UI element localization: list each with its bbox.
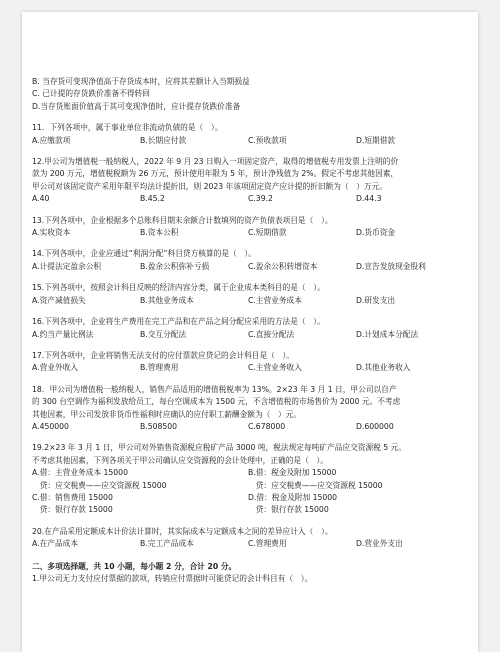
question-16 [32,316,464,341]
option-a: A.40 [32,194,50,204]
question-stem: 17.下列各项中，企业将销售无法支付的应付票款应贷记的会计科目是（ ）。 [32,350,295,360]
exam-content [32,76,464,585]
option-a: A.应缴款项 [32,135,71,145]
section-heading: 二、多项选择题，共 10 小题，每小题 2 分，合计 20 分。 [32,561,237,571]
entry-right: B.借：税金及附加 15000 [248,468,337,478]
question-stem: 1.甲公司无力支付应付票据的款项，转销应付票据时可能贷记的会计科目有（ ）。 [32,574,313,583]
question-stem: 18．甲公司为增值税一般纳税人，销售产品适用的增值税税率为 13%。2×23 年 3 月 1 日，甲公司以自产 [32,384,397,394]
journal-entry-row [32,467,464,479]
option-b: B.45.2 [140,194,165,204]
option-d: D.其他业务收入 [356,363,411,373]
option-d: D.计划成本分配法 [356,329,419,339]
option-a: A.资产减值损失 [32,295,86,305]
question-13 [32,215,464,240]
option-text: B. 当存货可变现净值高于存货成本时，应将其差额计入当期损益 [32,77,250,86]
option-text: C. 已计提的存货跌价准备不得转回 [32,89,150,99]
question-options [32,135,464,147]
entry-right: 贷：银行存款 15000 [248,505,329,515]
question-stem: 11．下列各项中，属于事业单位非流动负债的是（ ）。 [32,123,223,133]
question-options [32,295,464,307]
journal-entry-row [32,480,464,492]
option-d: D.营业外支出 [356,539,403,549]
option-d: D.600000 [356,421,394,431]
question-options [32,227,464,239]
option-c: C.主营业务成本 [248,295,302,305]
question-options [32,193,464,205]
question-options [32,362,464,374]
option-c: C.管理费用 [248,539,287,549]
question-stem: 13.下列各项中，企业根据多个总账科目期末余额合计数填列的资产负债表项目是（ ）。 [32,215,333,225]
entry-left: C.借：销售费用 15000 [32,492,113,502]
question-stem: 12.甲公司为增值税一般纳税人，2022 年 9 月 23 日购入一项固定资产，取得的增值税专用发票上注明的价 [32,157,399,167]
entry-left: A.借：主营业务成本 15000 [32,468,128,478]
option-b: B.资本公积 [140,228,179,238]
option-d: D.货币资金 [356,228,396,238]
option-b: B.完工产品成本 [140,539,194,549]
question-stem: 15.下列各项中，按照会计科目反映的经济内容分类，属于企业成本类科目的是（ ）。 [32,283,325,293]
option-text: D.当存货账面价值高于其可变现净值时，应计提存货跌价准备 [32,101,241,111]
option-a: A.计提法定盈余公积 [32,261,102,271]
question-15 [32,282,464,307]
question-stem: 不考虑其他因素，下列各项关于甲公司确认应交资源税的会计处理中，正确的是（ ）。 [32,455,328,465]
question-11 [32,122,464,147]
question-options [32,329,464,341]
option-d: D.研发支出 [356,295,396,305]
option-b: B.长期应付款 [140,135,187,145]
journal-entry-row [32,492,464,504]
question-options [32,421,464,433]
option-d: D.短期借款 [356,135,396,145]
entry-right: 贷：应交税费——应交资源税 15000 [248,480,383,490]
option-c: C.盈余公积转增资本 [248,261,318,271]
option-d: D.宣告发放现金股利 [356,261,426,271]
option-c: C.直接分配法 [248,329,295,339]
question-options [32,261,464,273]
question-stem: 的 300 台空调作为福利发放给员工，每台空调成本为 1500 元，不含增值税的市场售价为 2000 元。不考虑 [32,397,401,407]
entry-left: 贷：应交税费——应交资源税 15000 [32,480,167,490]
option-c: C.678000 [248,421,286,431]
option-a: A.在产品成本 [32,539,79,549]
option-b: B.交互分配法 [140,329,187,339]
option-b: B.508500 [140,421,178,431]
option-d: D.44.3 [356,194,382,204]
question-17 [32,350,464,375]
entry-left: 贷：银行存款 15000 [32,505,113,515]
previous-question-options [32,76,464,113]
question-20 [32,526,464,551]
option-b: B.管理费用 [140,363,179,373]
option-a: A.450000 [32,421,69,431]
question-options [32,538,464,550]
question-14 [32,248,464,273]
option-c: C.39.2 [248,194,273,204]
option-a: A.约当产量比例法 [32,329,94,339]
question-stem: 19.2×23 年 3 月 1 日，甲公司对外销售资源税应税矿产品 3000 吨，税法规定每吨矿产品应交资源税 5 元。 [32,443,407,453]
option-a: A.实收资本 [32,228,71,238]
question-stem: 甲公司对该固定资产采用年限平均法计提折旧，则 2023 年该项固定资产应计提的折旧额为（ ）万元。 [32,181,388,191]
option-b: B.其他业务成本 [140,295,194,305]
option-c: C.主营业务收入 [248,363,302,373]
question-stem: 16.下列各项中，企业将生产费用在完工产品和在产品之间分配应采用的方法是（ ）。 [32,317,325,327]
option-b: B.盈余公积弥补亏损 [140,261,210,271]
option-a: A.营业外收入 [32,363,79,373]
question-19 [32,442,464,516]
entry-right: D.借：税金及附加 15000 [248,492,338,502]
question-18 [32,384,464,434]
journal-entry-row [32,504,464,516]
question-stem: 20.在产品采用定额成本计价法计算时，其实际成本与定额成本之间的差异应计入（ ）。 [32,526,333,536]
option-c: C.预收款项 [248,135,287,145]
question-stem: 14.下列各项中，企业应通过“利润分配”科目贷方核算的是（ ）。 [32,249,256,259]
question-stem: 其他因素，甲公司发放非货币性福利时应确认的应付职工薪酬金额为（ ）元。 [32,409,302,419]
question-12 [32,156,464,206]
question-stem: 款为 200 万元，增值税税额为 26 万元，预计使用年限为 5 年，预计净残值为 2%。假定不考虑其他因素， [32,169,399,179]
option-c: C.短期借款 [248,228,287,238]
